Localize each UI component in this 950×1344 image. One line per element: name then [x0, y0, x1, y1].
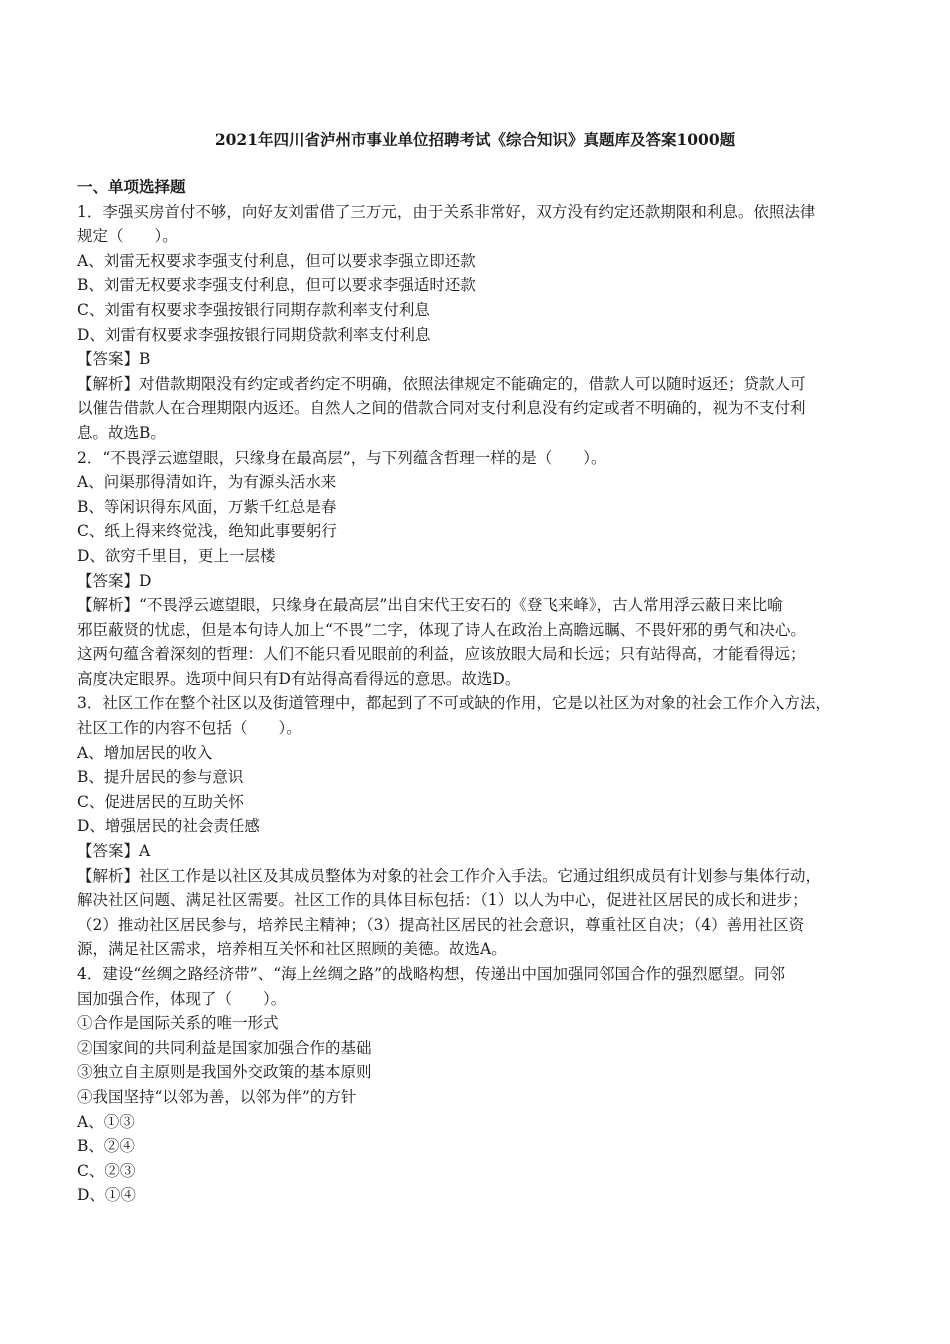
text-line: 邪臣蔽贤的忧虑，但是本句诗人加上“不畏”二字，体现了诗人在政治上高瞻远瞩、不畏奸邪的勇气和决心。: [77, 620, 806, 639]
text-line: C、促进居民的互助关怀: [77, 792, 244, 811]
document-title: 2021年四川省泸州市事业单位招聘考试《综合知识》真题库及答案1000题: [214, 130, 736, 149]
text-line: A、问渠那得清如许，为有源头活水来: [77, 473, 337, 492]
text-line: 社区工作的内容不包括（ ）。: [77, 719, 302, 738]
text-line: B、等闲识得东风面，万紫千红总是春: [77, 497, 337, 516]
text-line: ②国家间的共同利益是国家加强合作的基础: [77, 1038, 372, 1057]
text-line: D、①④: [77, 1186, 136, 1205]
text-line: （2）推动社区居民参与，培养民主精神；（3）提高社区居民的社会意识，尊重社区自决；（4）善用社区资: [77, 915, 805, 934]
text-line: 息。故选B。: [77, 423, 166, 442]
text-line: 这两句蕴含着深刻的哲理：人们不能只看见眼前的利益，应该放眼大局和长远；只有站得高，才能看得远；: [77, 645, 806, 664]
text-line: D、刘雷有权要求李强按银行同期贷款利率支付利息: [77, 325, 431, 344]
text-line: ①合作是国际关系的唯一形式: [77, 1014, 279, 1033]
text-line: 4．建设“丝绸之路经济带”、“海上丝绸之路”的战略构想，传递出中国加强同邻国合作的强烈愿望。同邻: [77, 965, 786, 983]
text-line: 2．“不畏浮云遮望眼，只缘身在最高层”，与下列蕴含哲理一样的是（ ）。: [77, 448, 607, 467]
text-line: B、刘雷无权要求李强支付利息，但可以要求李强适时还款: [77, 276, 476, 295]
document-body: [77, 175, 877, 1208]
text-line: D、欲穷千里目，更上一层楼: [77, 546, 276, 565]
text-line: 【解析】社区工作是以社区及其成员整体为对象的社会工作介入手法。它通过组织成员有计划参与集体行动，: [77, 866, 822, 885]
text-line: C、②③: [77, 1161, 136, 1180]
text-line: 【答案】A: [77, 842, 151, 861]
text-line: C、刘雷有权要求李强按银行同期存款利率支付利息: [77, 300, 430, 319]
text-line: 解决社区问题、满足社区需要。社区工作的具体目标包括：（1）以人为中心，促进社区居民的成长和进步；: [77, 891, 808, 910]
text-line: B、提升居民的参与意识: [77, 768, 244, 787]
text-line: 规定（ ）。: [77, 227, 178, 246]
text-line: 【解析】对借款期限没有约定或者约定不明确，依照法律规定不能确定的，借款人可以随时返还；贷款人可: [77, 374, 806, 393]
text-line: A、增加居民的收入: [77, 743, 213, 762]
text-line: 3．社区工作在整个社区以及街道管理中，都起到了不可或缺的作用，它是以社区为对象的社会工作介入方法，: [77, 694, 831, 713]
text-line: ③独立自主原则是我国外交政策的基本原则: [77, 1063, 372, 1082]
text-line: 【答案】D: [77, 571, 152, 590]
text-line: 【解析】“不畏浮云遮望眼，只缘身在最高层”出自宋代王安石的《登飞来峰》，古人常用浮云蔽日来比喻: [77, 596, 783, 615]
text-line: 国加强合作，体现了（ ）。: [77, 989, 287, 1008]
text-line: 1．李强买房首付不够，向好友刘雷借了三万元，由于关系非常好，双方没有约定还款期限和利息。依照法律: [77, 202, 816, 221]
text-line: ④我国坚持“以邻为善，以邻为伴”的方针: [77, 1087, 357, 1106]
text-line: C、纸上得来终觉浅，绝知此事要躬行: [77, 522, 337, 541]
text-line: A、刘雷无权要求李强支付利息，但可以要求李强立即还款: [77, 251, 476, 270]
text-line: 高度决定眼界。选项中间只有D有站得高看得远的意思。故选D。: [77, 669, 521, 688]
text-line: 【答案】B: [77, 350, 151, 369]
section-heading: 一、单项选择题: [77, 177, 186, 196]
text-line: D、增强居民的社会责任感: [77, 817, 260, 836]
text-line: A、①③: [77, 1112, 135, 1131]
text-line: 源，满足社区需求，培养相互关怀和社区照顾的美德。故选A。: [77, 940, 507, 959]
text-line: 以催告借款人在合理期限内返还。自然人之间的借款合同对支付利息没有约定或者不明确的，视为不支付利: [77, 399, 806, 418]
text-line: B、②④: [77, 1137, 135, 1156]
